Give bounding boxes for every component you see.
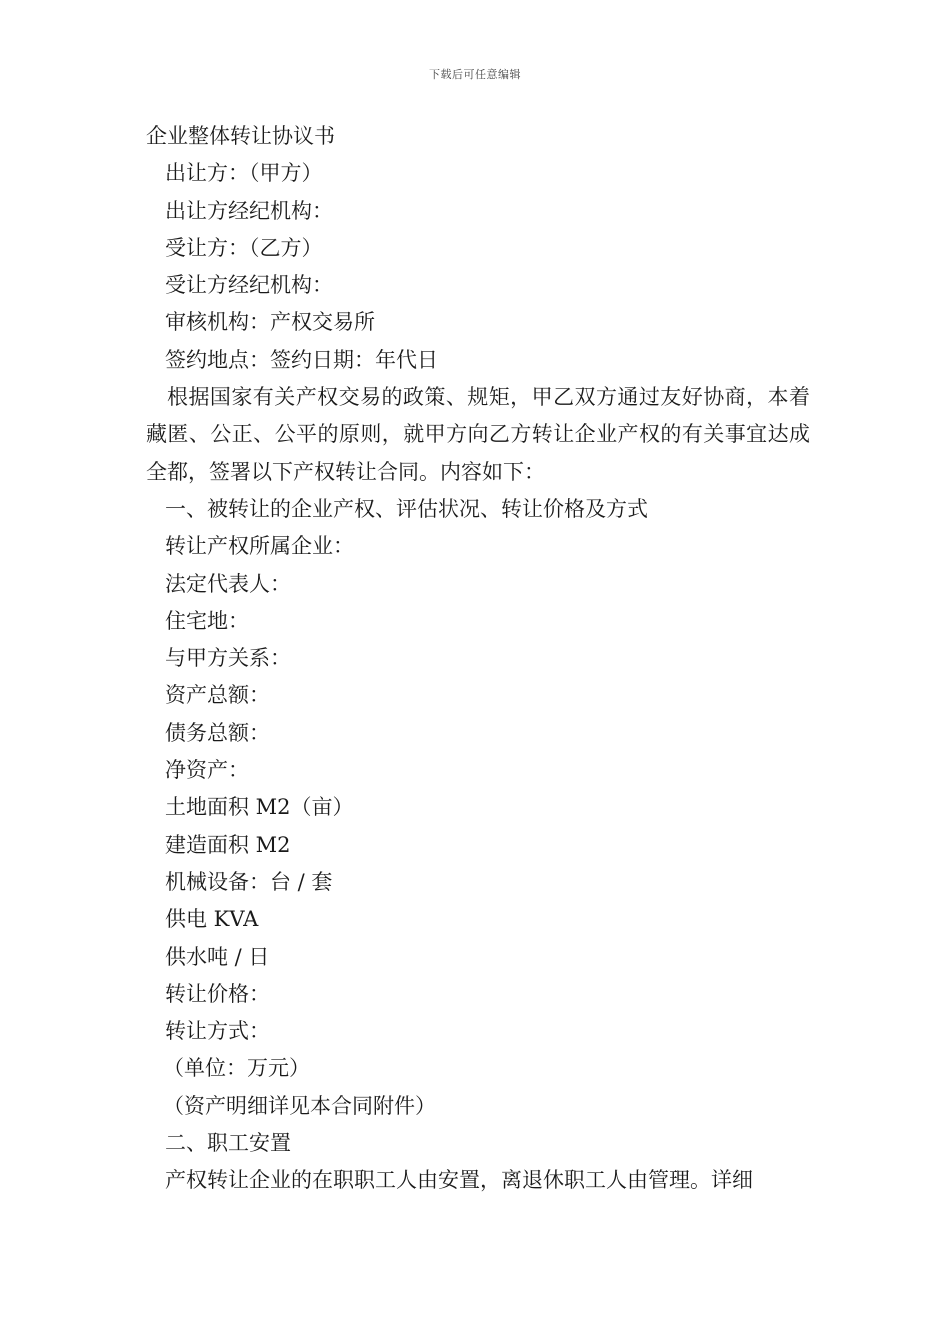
document-title: 企业整体转让协议书 xyxy=(146,124,335,148)
party-transferor: 出让方：（甲方） xyxy=(165,161,323,186)
signing-place-date: 签约地点：签约日期：年代日 xyxy=(165,347,438,372)
unit-note: （单位：万元） xyxy=(163,1056,310,1081)
field-enterprise: 转让产权所属企业： xyxy=(165,534,354,559)
field-building-area: 建造面积 M2 xyxy=(165,832,291,857)
field-address: 住宅地： xyxy=(165,608,249,633)
document-body xyxy=(146,118,810,1200)
section2-paragraph: 产权转让企业的在职职工人由安置，离退休职工人由管理。详细 xyxy=(165,1168,753,1193)
field-legal-representative: 法定代表人： xyxy=(165,571,291,596)
attachment-note: （资产明细详见本合同附件） xyxy=(163,1093,436,1118)
field-net-assets: 净资产： xyxy=(165,758,249,783)
field-machinery: 机械设备：台 / 套 xyxy=(165,869,333,894)
field-total-assets: 资产总额： xyxy=(165,683,270,708)
party-transferee-agent: 受让方经纪机构： xyxy=(165,273,333,298)
party-transferee: 受让方：（乙方） xyxy=(165,235,323,260)
review-agency: 审核机构：产权交易所 xyxy=(165,310,375,335)
field-transfer-method: 转让方式： xyxy=(165,1019,270,1044)
field-relation: 与甲方关系： xyxy=(165,646,291,671)
section2-heading: 二、职工安置 xyxy=(165,1131,291,1156)
page-header-note: 下载后可任意编辑 xyxy=(429,68,521,81)
field-water-supply: 供水吨 / 日 xyxy=(165,944,270,969)
field-power-supply: 供电 KVA xyxy=(165,907,259,932)
field-transfer-price: 转让价格： xyxy=(165,981,270,1006)
field-land-area: 土地面积 M2（亩） xyxy=(165,795,354,820)
section1-heading: 一、被转让的企业产权、评估状况、转让价格及方式 xyxy=(165,496,648,521)
preamble-paragraph: 根据国家有关产权交易的政策、规矩，甲乙双方通过友好协商，本着藏匿、公正、公平的原则，就甲方向乙方转让企业产权的有关事宜达成全都，签署以下产权转让合同。内容如下： xyxy=(146,385,810,484)
field-total-debt: 债务总额： xyxy=(165,720,270,745)
party-transferor-agent: 出让方经纪机构： xyxy=(165,198,333,223)
